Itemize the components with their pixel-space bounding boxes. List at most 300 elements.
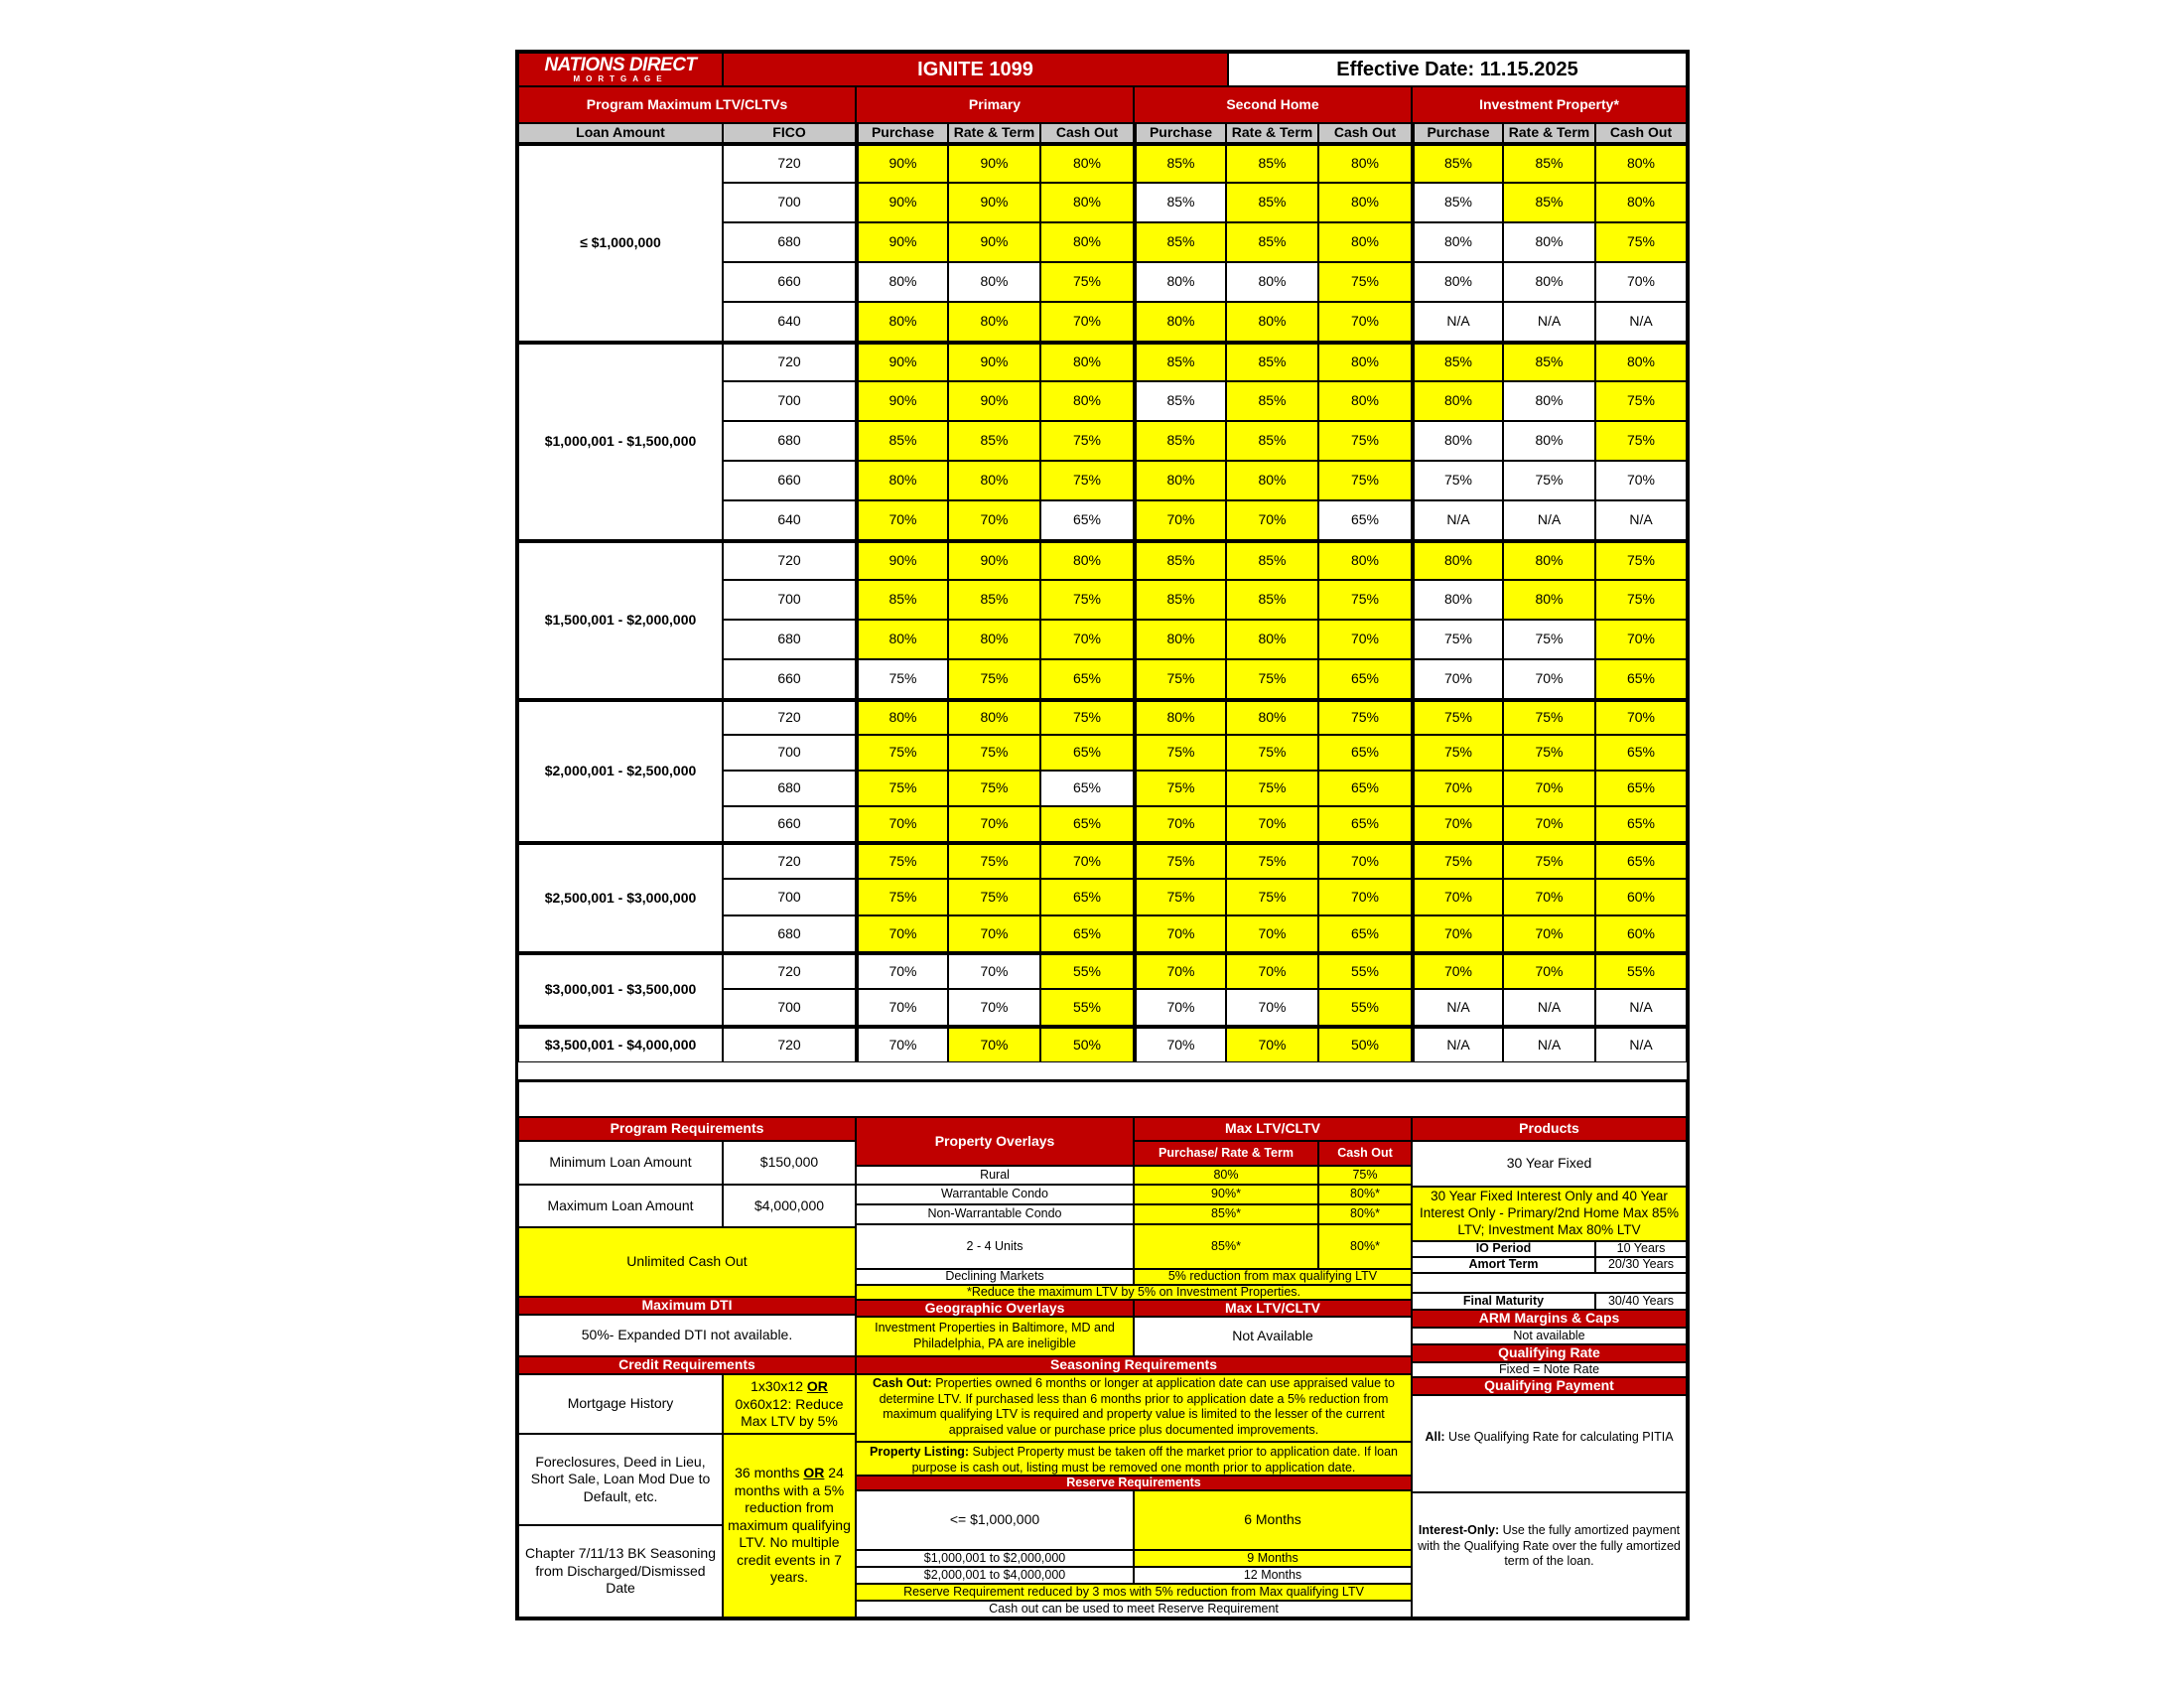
ltv-cell: 70% [856,915,948,952]
amort-term-label: Amort Term [1412,1257,1595,1273]
fico-cell: 700 [723,735,856,771]
ltv-cell: 80% [1503,421,1595,461]
ltv-cell: 70% [1134,915,1226,952]
ltv-cell: 90% [856,222,948,262]
ltv-cell: 75% [1412,620,1503,659]
qualifying-payment-title: Qualifying Payment [1412,1377,1687,1395]
ltv-cell: 70% [1595,262,1687,302]
col-purchase-rate-term: Purchase/ Rate & Term [1134,1141,1318,1166]
ltv-cell: 70% [856,500,948,540]
ltv-cell: 80% [1595,143,1687,183]
ltv-cell: 55% [1595,952,1687,989]
ltv-cell: 70% [1503,659,1595,699]
bk-seasoning-label: Chapter 7/11/13 BK Seasoning from Discharged/Dismissed Date [518,1525,723,1618]
ltv-cell: 65% [1040,771,1134,806]
ltv-cell: 80% [948,302,1040,342]
ltv-cell: 80% [1134,302,1226,342]
ltv-cell: 65% [1595,735,1687,771]
program-title: IGNITE 1099 [723,53,1228,86]
fico-cell: 680 [723,222,856,262]
ltv-cell: 85% [1134,540,1226,580]
fico-cell: 660 [723,659,856,699]
logo-brand-line1: NATIONS DIRECT [544,55,697,75]
ltv-cell: 90% [856,342,948,381]
mh-value-or: OR [806,1378,828,1394]
ltv-cell: 75% [948,771,1040,806]
ltv-cell: 90% [948,222,1040,262]
ltv-cell: 90% [856,540,948,580]
fico-cell: 720 [723,1026,856,1062]
ltv-cell: 80% [1412,421,1503,461]
col-cash-out: Cash Out [1318,1141,1412,1166]
seasoning-co-bold: Cash Out: [872,1376,932,1390]
ltv-cell: 70% [1040,842,1134,879]
ltv-cell: 75% [1040,461,1134,500]
seasoning-pl-text: Subject Property must be taken off the market prior to application date. If loan purpose is cash out, listing must be removed one month prior to application date. [911,1445,1398,1475]
ltv-cell: 70% [948,500,1040,540]
ltv-cell: N/A [1412,1026,1503,1062]
events-b: 24 months with a 5% reduction from maximum qualifying LTV. No multiple credit events in 7 years. [728,1465,851,1585]
credit-requirements-title: Credit Requirements [518,1356,856,1374]
qp-all-bold: All: [1425,1430,1445,1444]
ltv-cell: 70% [948,1026,1040,1062]
overlay-row-pr: 80% [1134,1166,1318,1185]
ltv-cell: 70% [1226,915,1318,952]
fico-cell: 700 [723,381,856,421]
ltv-cell: 75% [1040,421,1134,461]
seasoning-property-listing [856,1442,1412,1476]
ltv-cell: 85% [1412,183,1503,222]
loan-tier-label: $2,000,001 - $2,500,000 [518,699,723,842]
ltv-cell: 60% [1595,879,1687,915]
ltv-cell: 80% [948,461,1040,500]
ltv-cell: 65% [1595,842,1687,879]
ltv-cell: 75% [1595,540,1687,580]
ltv-cell: 75% [1134,659,1226,699]
declining-markets-label: Declining Markets [856,1269,1134,1285]
ltv-cell: 80% [1226,699,1318,735]
reserve-title: Reserve Requirements [856,1476,1412,1490]
ltv-cell: 70% [856,989,948,1026]
ltv-cell: 65% [1040,659,1134,699]
ltv-cell: 70% [1318,879,1412,915]
ltv-cell: 90% [948,381,1040,421]
reserve-months: 6 Months [1134,1490,1412,1550]
qualifying-rate-value: Fixed = Note Rate [1412,1362,1687,1377]
fico-cell: 720 [723,143,856,183]
group-header-3: Investment Property* [1412,86,1687,123]
ltv-cell: 90% [948,540,1040,580]
ltv-cell: 90% [948,183,1040,222]
product-30-year-fixed: 30 Year Fixed [1412,1141,1687,1187]
ltv-cell: 70% [1318,302,1412,342]
products-title: Products [1412,1117,1687,1141]
overlay-row-label: Non-Warrantable Condo [856,1204,1134,1224]
fico-cell: 660 [723,806,856,842]
subcol-header: Purchase [1134,123,1226,143]
io-period-label: IO Period [1412,1241,1595,1257]
ltv-cell: 70% [948,806,1040,842]
ltv-cell: N/A [1595,989,1687,1026]
ltv-cell: 70% [1503,879,1595,915]
ltv-cell: 70% [856,952,948,989]
ltv-cell: 65% [1040,735,1134,771]
ltv-cell: 75% [1412,699,1503,735]
subcol-header: Rate & Term [948,123,1040,143]
ltv-cell: 75% [1226,842,1318,879]
ltv-cell: 70% [1318,842,1412,879]
mortgage-history-value [723,1374,856,1434]
ltv-cell: 75% [1134,771,1226,806]
ltv-cell: 50% [1040,1026,1134,1062]
ltv-cell: 70% [1412,659,1503,699]
seasoning-title: Seasoning Requirements [856,1356,1412,1374]
fico-cell: 640 [723,500,856,540]
ltv-cell: 75% [948,842,1040,879]
overlay-row-co: 80%* [1318,1204,1412,1224]
max-dti-value: 50%- Expanded DTI not available. [518,1315,856,1356]
program-requirements-title: Program Requirements [518,1117,856,1141]
foreclosures-label: Foreclosures, Deed in Lieu, Short Sale, Loan Mod Due to Default, etc. [518,1434,723,1525]
fico-cell: 660 [723,262,856,302]
amort-term-value: 20/30 Years [1595,1257,1687,1273]
ltv-cell: 90% [856,183,948,222]
ltv-cell: 80% [1134,620,1226,659]
fico-cell: 660 [723,461,856,500]
ltv-cell: 75% [1318,699,1412,735]
ltv-cell: 75% [1226,879,1318,915]
overlay-row-pr: 90%* [1134,1185,1318,1204]
ltv-cell: 75% [1595,222,1687,262]
ltv-cell: 80% [1503,222,1595,262]
ltv-cell: 80% [856,461,948,500]
ltv-cell: 70% [1412,806,1503,842]
property-overlays-title: Property Overlays [856,1117,1134,1166]
ltv-cell: 75% [948,879,1040,915]
loan-tier-label: $2,500,001 - $3,000,000 [518,842,723,952]
ltv-cell: 75% [948,735,1040,771]
group-header-2: Second Home [1134,86,1412,123]
credit-events-value [723,1434,856,1618]
ltv-cell: 80% [1226,620,1318,659]
ltv-cell: 80% [1040,143,1134,183]
ltv-cell: 85% [948,580,1040,620]
ltv-cell: 80% [948,620,1040,659]
qualifying-rate-title: Qualifying Rate [1412,1344,1687,1362]
ltv-cell: 70% [1226,989,1318,1026]
ltv-cell: 80% [1412,580,1503,620]
ltv-cell: 70% [1503,806,1595,842]
ltv-cell: 75% [1226,659,1318,699]
geo-overlays-title: Geographic Overlays [856,1300,1134,1317]
ltv-cell: 80% [1318,143,1412,183]
final-maturity-label: Final Maturity [1412,1293,1595,1310]
ltv-cell: 80% [1318,342,1412,381]
overlay-row-label: Rural [856,1166,1134,1185]
ltv-cell: N/A [1503,500,1595,540]
ltv-cell: 70% [1226,1026,1318,1062]
ltv-cell: 75% [948,659,1040,699]
ltv-cell: 70% [1412,915,1503,952]
effective-date: Effective Date: 11.15.2025 [1228,53,1687,86]
ltv-cell: 75% [1503,699,1595,735]
ltv-cell: 65% [1595,806,1687,842]
group-header-1: Primary [856,86,1134,123]
ltv-cell: 75% [1503,461,1595,500]
min-loan-value: $150,000 [723,1141,856,1185]
ltv-cell: 65% [1040,879,1134,915]
reserve-amount: $2,000,001 to $4,000,000 [856,1567,1134,1584]
subcol-header: Rate & Term [1226,123,1318,143]
ltv-cell: 65% [1595,771,1687,806]
ltv-cell: 85% [1412,143,1503,183]
ltv-cell: 65% [1040,500,1134,540]
seasoning-pl-bold: Property Listing: [870,1445,970,1459]
max-loan-label: Maximum Loan Amount [518,1185,723,1227]
ltv-cell: 55% [1040,989,1134,1026]
ltv-cell: 70% [948,952,1040,989]
ltv-cell: 65% [1318,806,1412,842]
ltv-cell: 80% [1595,183,1687,222]
ltv-cell: 80% [1318,183,1412,222]
ltv-cell: 75% [1318,461,1412,500]
fico-cell: 680 [723,421,856,461]
unlimited-cash-out: Unlimited Cash Out [518,1227,856,1297]
geo-max-ltv-title: Max LTV/CLTV [1134,1300,1412,1317]
ltv-cell: 70% [948,915,1040,952]
ltv-cell: 80% [1226,461,1318,500]
reserve-note-1: Reserve Requirement reduced by 3 mos with 5% reduction from Max qualifying LTV [856,1584,1412,1601]
ltv-cell: 70% [1595,699,1687,735]
ltv-cell: 55% [1318,952,1412,989]
ltv-cell: 90% [856,143,948,183]
fico-cell: 720 [723,342,856,381]
ltv-cell: 70% [1040,620,1134,659]
ltv-cell: 75% [1134,879,1226,915]
io-period-value: 10 Years [1595,1241,1687,1257]
fico-cell: 680 [723,620,856,659]
subcol-header: Purchase [1412,123,1503,143]
col-fico: FICO [723,123,856,143]
events-a: 36 months [735,1465,800,1480]
fico-cell: 700 [723,879,856,915]
ltv-cell: 70% [1595,620,1687,659]
ltv-cell: 70% [1412,771,1503,806]
ltv-cell: 85% [1134,580,1226,620]
fico-cell: 720 [723,842,856,879]
ltv-cell: 70% [1412,952,1503,989]
fico-cell: 700 [723,580,856,620]
arm-margins-title: ARM Margins & Caps [1412,1310,1687,1328]
loan-tier-label: $1,500,001 - $2,000,000 [518,540,723,699]
ltv-cell: 80% [1040,381,1134,421]
geo-overlay-text: Investment Properties in Baltimore, MD and Philadelphia, PA are ineligible [856,1317,1134,1356]
ltv-cell: 60% [1595,915,1687,952]
ltv-cell: 80% [1318,381,1412,421]
nations-direct-logo [518,53,723,86]
ltv-cell: 80% [948,262,1040,302]
ltv-cell: 80% [1595,342,1687,381]
ltv-cell: 90% [948,342,1040,381]
ltv-cell: 65% [1318,659,1412,699]
ltv-cell: 70% [1595,461,1687,500]
ltv-cell: 80% [1134,461,1226,500]
ltv-cell: 80% [856,302,948,342]
loan-tier-label: $1,000,001 - $1,500,000 [518,342,723,540]
reserve-amount: $1,000,001 to $2,000,000 [856,1550,1134,1567]
ltv-cell: 75% [1318,262,1412,302]
matrix-title: Program Maximum LTV/CLTVs [518,86,856,123]
qp-io-bold: Interest-Only: [1418,1523,1500,1537]
ltv-cell: 85% [1226,381,1318,421]
loan-tier-label: ≤ $1,000,000 [518,143,723,342]
ltv-cell: N/A [1503,1026,1595,1062]
ltv-cell: 80% [1503,580,1595,620]
subcol-header: Cash Out [1595,123,1687,143]
ltv-cell: 70% [1503,915,1595,952]
product-interest-only: 30 Year Fixed Interest Only and 40 Year Interest Only - Primary/2nd Home Max 85% LTV; Investment Max 80% LTV [1412,1187,1687,1241]
ltv-cell: 70% [856,806,948,842]
loan-tier-label: $3,000,001 - $3,500,000 [518,952,723,1026]
fico-cell: 680 [723,915,856,952]
ltv-cell: 85% [1226,580,1318,620]
ltv-cell: 70% [1226,952,1318,989]
subcol-header: Cash Out [1040,123,1134,143]
ltv-cell: 75% [1226,735,1318,771]
overlay-row-pr: 85%* [1134,1224,1318,1269]
ltv-cell: 75% [1040,699,1134,735]
ltv-cell: 75% [1595,580,1687,620]
ltv-cell: 85% [1134,421,1226,461]
loan-tier-label: $3,500,001 - $4,000,000 [518,1026,723,1062]
ltv-cell: N/A [1412,989,1503,1026]
ltv-cell: 85% [1226,183,1318,222]
qualifying-payment-all [1412,1395,1687,1492]
ltv-cell: 75% [1412,842,1503,879]
qualifying-payment-io [1412,1492,1687,1618]
ltv-cell: 80% [1134,262,1226,302]
col-loan-amount: Loan Amount [518,123,723,143]
ltv-cell: 80% [1412,540,1503,580]
ltv-cell: 70% [856,1026,948,1062]
ltv-cell: 55% [1318,989,1412,1026]
ltv-cell: 75% [856,659,948,699]
mortgage-history-label: Mortgage History [518,1374,723,1434]
ltv-cell: 65% [1318,915,1412,952]
ltv-cell: 85% [1503,143,1595,183]
ltv-cell: 70% [1040,302,1134,342]
ltv-cell: 80% [1412,262,1503,302]
ltv-cell: 70% [1134,806,1226,842]
ltv-cell: 65% [1318,500,1412,540]
seasoning-cash-out [856,1374,1412,1442]
ltv-cell: 90% [948,143,1040,183]
ltv-cell: 70% [1318,620,1412,659]
ltv-cell: 80% [856,262,948,302]
reserve-months: 12 Months [1134,1567,1412,1584]
spacer-row [518,1079,1687,1117]
fico-cell: 720 [723,952,856,989]
ltv-cell: 75% [1412,735,1503,771]
ltv-cell: 80% [1318,540,1412,580]
max-loan-value: $4,000,000 [723,1185,856,1227]
seasoning-co-text: Properties owned 6 months or longer at application date can use appraised value to determine LTV. If purchased less than 6 months prior to application date a 5% reduction from maximum qualifying LTV is required and property value is limited to the lesser of the current appraised value or purchase price plus documented improvements. [879,1376,1395,1437]
ltv-cell: 75% [1040,262,1134,302]
geo-overlay-value: Not Available [1134,1317,1412,1356]
ltv-cell: 80% [856,699,948,735]
fico-cell: 640 [723,302,856,342]
ltv-cell: 70% [1134,500,1226,540]
ltv-cell: 80% [1503,262,1595,302]
ltv-cell: 85% [1503,342,1595,381]
arm-margins-value: Not available [1412,1328,1687,1344]
ltv-cell: 80% [1040,342,1134,381]
subcol-header: Cash Out [1318,123,1412,143]
ltv-cell: 85% [1134,381,1226,421]
ltv-cell: 50% [1318,1026,1412,1062]
ltv-cell: 85% [1226,143,1318,183]
ltv-cell: 80% [1503,381,1595,421]
ltv-cell: 80% [1318,222,1412,262]
ltv-cell: 75% [1503,620,1595,659]
ltv-cell: 70% [1134,952,1226,989]
ltv-cell: 80% [1134,699,1226,735]
ltv-cell: 75% [1134,735,1226,771]
ltv-cell: 65% [1040,806,1134,842]
ltv-cell: 75% [856,771,948,806]
overlay-row-co: 75% [1318,1166,1412,1185]
ltv-cell: 70% [1503,952,1595,989]
overlay-footnote: *Reduce the maximum LTV by 5% on Investment Properties. [856,1285,1412,1300]
ltv-cell: 80% [856,620,948,659]
final-maturity-value: 30/40 Years [1595,1293,1687,1310]
ltv-cell: 80% [1040,183,1134,222]
ltv-cell: 80% [1040,540,1134,580]
ltv-cell: 65% [1318,735,1412,771]
ltv-cell: 75% [1318,421,1412,461]
reserve-months: 9 Months [1134,1550,1412,1567]
fico-cell: 700 [723,989,856,1026]
products-blank [1412,1273,1687,1293]
subcol-header: Purchase [856,123,948,143]
ltv-cell: 70% [1503,771,1595,806]
ltv-cell: N/A [1595,1026,1687,1062]
ltv-cell: 75% [1412,461,1503,500]
ltv-cell: 70% [1226,806,1318,842]
ltv-cell: 70% [1412,879,1503,915]
ltv-cell: 80% [1226,302,1318,342]
reserve-amount: <= $1,000,000 [856,1490,1134,1550]
ltv-cell: 75% [1040,580,1134,620]
fico-cell: 680 [723,771,856,806]
ltv-cell: N/A [1412,500,1503,540]
ltv-cell: 70% [1134,989,1226,1026]
ltv-cell: 80% [1412,222,1503,262]
min-loan-label: Minimum Loan Amount [518,1141,723,1185]
declining-markets-value: 5% reduction from max qualifying LTV [1134,1269,1412,1285]
ltv-cell: 80% [1040,222,1134,262]
reserve-note-2: Cash out can be used to meet Reserve Requirement [856,1601,1412,1618]
ltv-cell: 75% [1503,735,1595,771]
ltv-cell: N/A [1595,302,1687,342]
ltv-cell: 80% [1412,381,1503,421]
mh-value-b: 0x60x12: Reduce Max LTV by 5% [735,1395,844,1429]
ltv-cell: 85% [1503,183,1595,222]
ltv-cell: 75% [1595,381,1687,421]
ltv-cell: 75% [1503,842,1595,879]
logo-brand-line2: MORTGAGE [573,74,668,83]
mh-value-a: 1x30x12 [751,1378,804,1394]
